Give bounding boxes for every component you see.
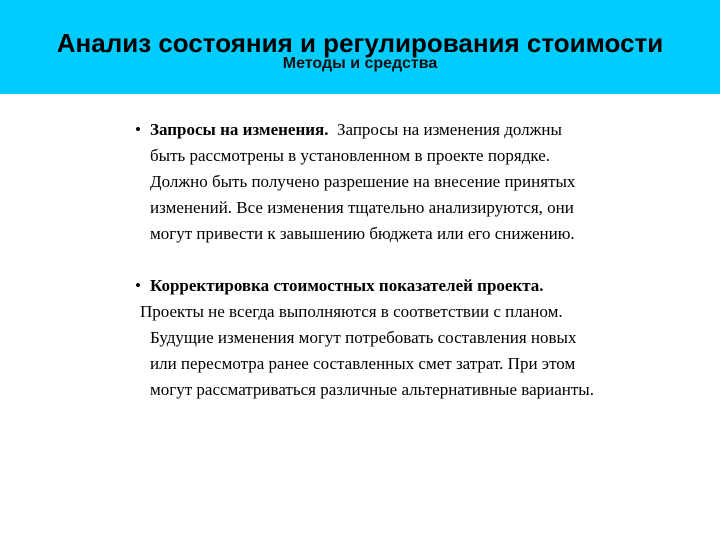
bullet-text-line: могут рассматриваться различные альтернативные варианты. xyxy=(150,380,594,399)
bullet-text-line: Должно быть получено разрешение на внесение принятых xyxy=(150,172,576,191)
bullet-heading: Корректировка стоимостных показателей проекта. xyxy=(150,276,544,295)
bullet-text-line: или пересмотра ранее составленных смет затрат. При этом xyxy=(150,354,576,373)
bullet-icon: • xyxy=(135,120,141,139)
bullet-text-line: быть рассмотрены в установленном в проекте порядке. xyxy=(150,146,551,165)
bullet-item-cost-adjustment xyxy=(132,273,692,403)
bullet-first-line xyxy=(150,273,692,299)
bullet-text-line: Будущие изменения могут потребовать составления новых xyxy=(150,328,577,347)
slide-subtitle: Методы и средства xyxy=(282,55,438,72)
bullet-text-line: Проекты не всегда выполняются в соответствии с планом. xyxy=(140,302,563,321)
bullet-first-line xyxy=(150,117,692,143)
bullet-text-line: могут привести к завышению бюджета или его снижению. xyxy=(150,224,575,243)
bullet-item-change-requests xyxy=(132,117,692,247)
bullet-icon: • xyxy=(135,276,141,295)
slide-content xyxy=(132,117,692,403)
bullet-heading: Запросы на изменения. xyxy=(150,120,329,139)
slide-title: Анализ состояния и регулирования стоимости xyxy=(56,28,664,58)
slide-header xyxy=(0,0,720,94)
bullet-text-line: изменений. Все изменения тщательно анализируются, они xyxy=(150,198,574,217)
bullet-text-line: Запросы на изменения должны xyxy=(337,120,562,139)
